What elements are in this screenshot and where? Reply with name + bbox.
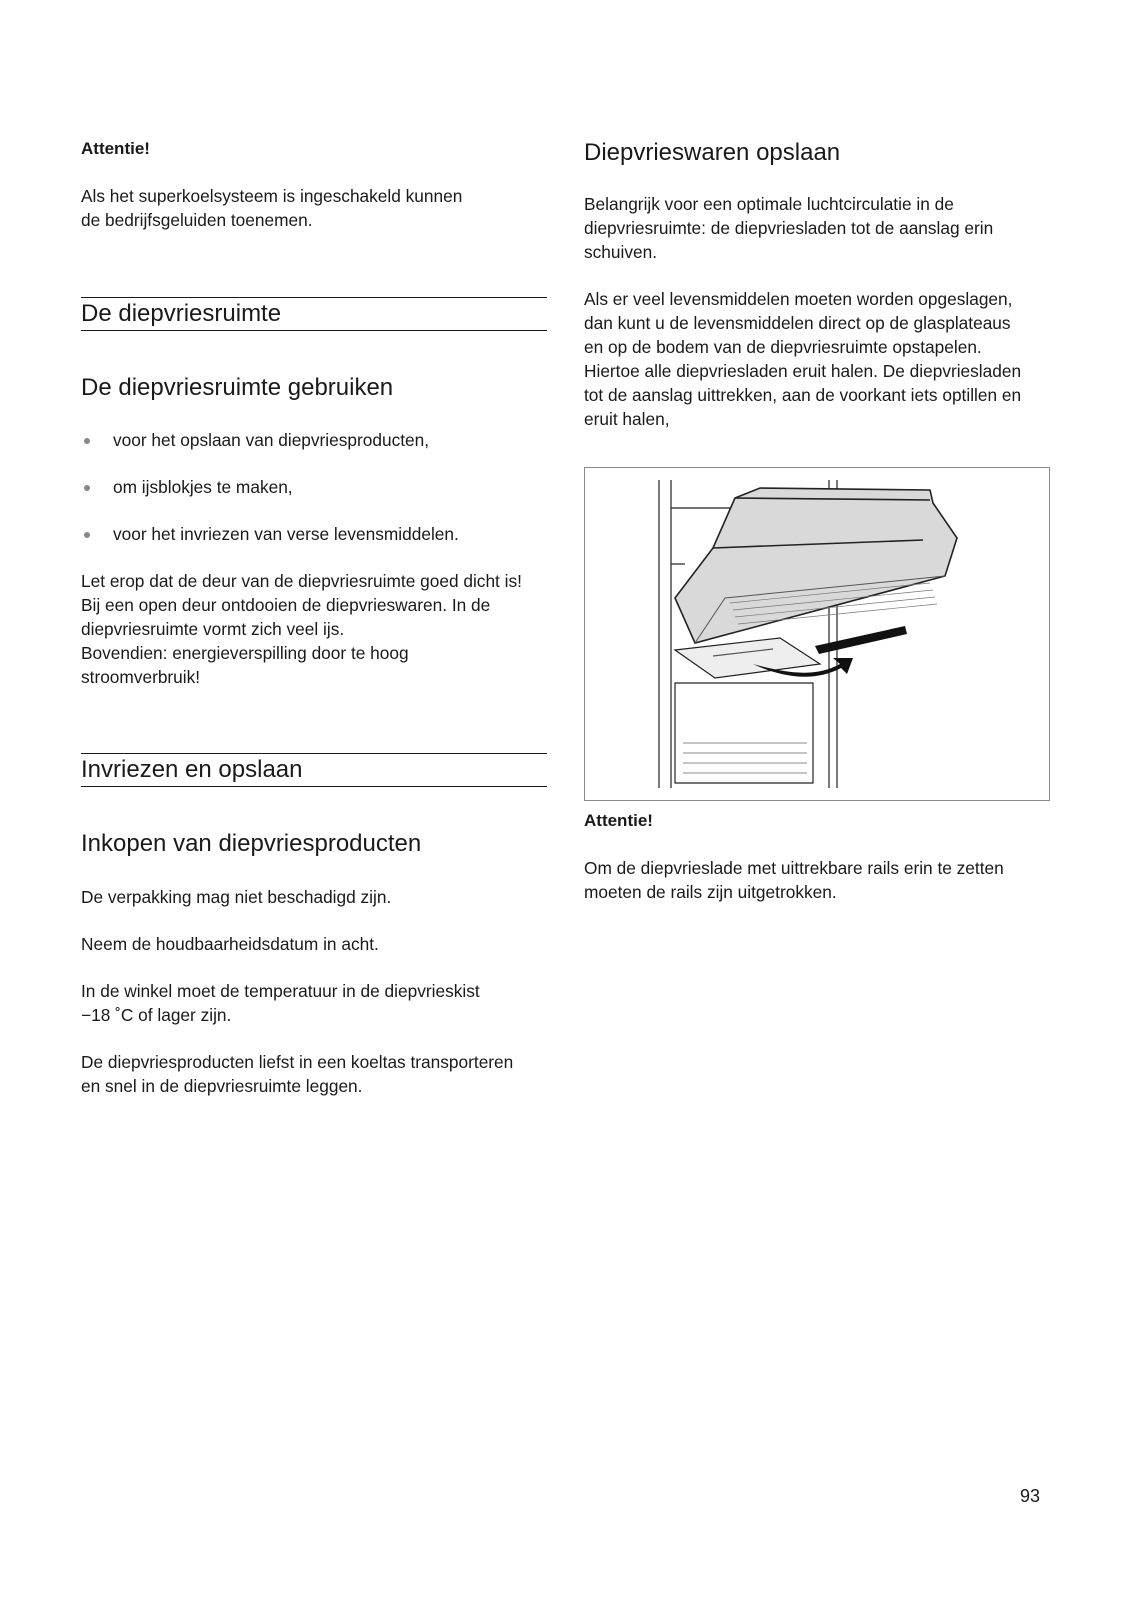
bullet-icon: [84, 485, 90, 491]
door-warning-line-5: stroomverbruik!: [81, 667, 201, 687]
storage-p2-line-1: Als er veel levensmiddelen moeten worden opgeslagen,: [584, 289, 1013, 309]
storage-p2-line-3: en op de bodem van de diepvriesruimte opstapelen.: [584, 337, 982, 357]
section-heading-freezer-text: De diepvriesruimte: [81, 300, 282, 327]
buy-transport-line-2: en snel in de diepvriesruimte leggen.: [81, 1076, 363, 1096]
subheading-buying: Inkopen van diepvriesproducten: [81, 830, 422, 857]
subheading-use: De diepvriesruimte gebruiken: [81, 374, 394, 401]
buy-date-text: Neem de houdbaarheidsdatum in acht.: [81, 934, 379, 954]
section-heading-freezing-text: Invriezen en opslaan: [81, 756, 303, 783]
freezer-drawer-illustration: [584, 467, 1050, 801]
section-heading-freezing: [81, 753, 547, 787]
attention-text-line-1: Als het superkoelsysteem is ingeschakeld kunnen: [81, 186, 463, 206]
attention-label-left: Attentie!: [81, 139, 150, 158]
door-warning-line-3: diepvriesruimte vormt zich veel ijs.: [81, 619, 345, 639]
bullet-icon: [84, 532, 90, 538]
storage-p1-line-2: diepvriesruimte: de diepvriesladen tot de aanslag erin: [584, 218, 994, 238]
bullet-icon: [84, 438, 90, 444]
storage-p1-line-3: schuiven.: [584, 242, 658, 262]
storage-p2-line-4: Hiertoe alle diepvriesladen eruit halen. De diepvriesladen: [584, 361, 1022, 381]
storage-p2-line-6: eruit halen,: [584, 409, 670, 429]
storage-p2-line-5: tot de aanslag uittrekken, aan de voorkant iets optillen en: [584, 385, 1022, 405]
buy-temperature-line-1: In de winkel moet de temperatuur in de diepvrieskist: [81, 981, 480, 1001]
attention-text-line-2: de bedrijfsgeluiden toenemen.: [81, 210, 313, 230]
storage-p1-line-1: Belangrijk voor een optimale luchtcirculatie in de: [584, 194, 954, 214]
heading-storage: Diepvrieswaren opslaan: [584, 139, 841, 166]
section-heading-freezer: [81, 297, 547, 331]
attention-right-line-2: moeten de rails zijn uitgetrokken.: [584, 882, 837, 902]
page-number: 93: [1020, 1486, 1041, 1506]
attention-right-line-1: Om de diepvrieslade met uittrekbare rails erin te zetten: [584, 858, 1004, 878]
buy-temperature-line-2: −18 ˚C of lager zijn.: [81, 1005, 232, 1025]
buy-packaging-text: De verpakking mag niet beschadigd zijn.: [81, 887, 392, 907]
buy-transport-line-1: De diepvriesproducten liefst in een koeltas transporteren: [81, 1052, 514, 1072]
attention-label-right: Attentie!: [584, 811, 653, 830]
door-warning-line-1: Let erop dat de deur van de diepvriesruimte goed dicht is!: [81, 571, 522, 591]
drawer-removal-drawing: [585, 468, 1049, 800]
storage-p2-line-2: dan kunt u de levensmiddelen direct op de glasplateaus: [584, 313, 1011, 333]
door-warning-line-4: Bovendien: energieverspilling door te hoog: [81, 643, 409, 663]
door-warning-line-2: Bij een open deur ontdooien de diepvrieswaren. In de: [81, 595, 491, 615]
